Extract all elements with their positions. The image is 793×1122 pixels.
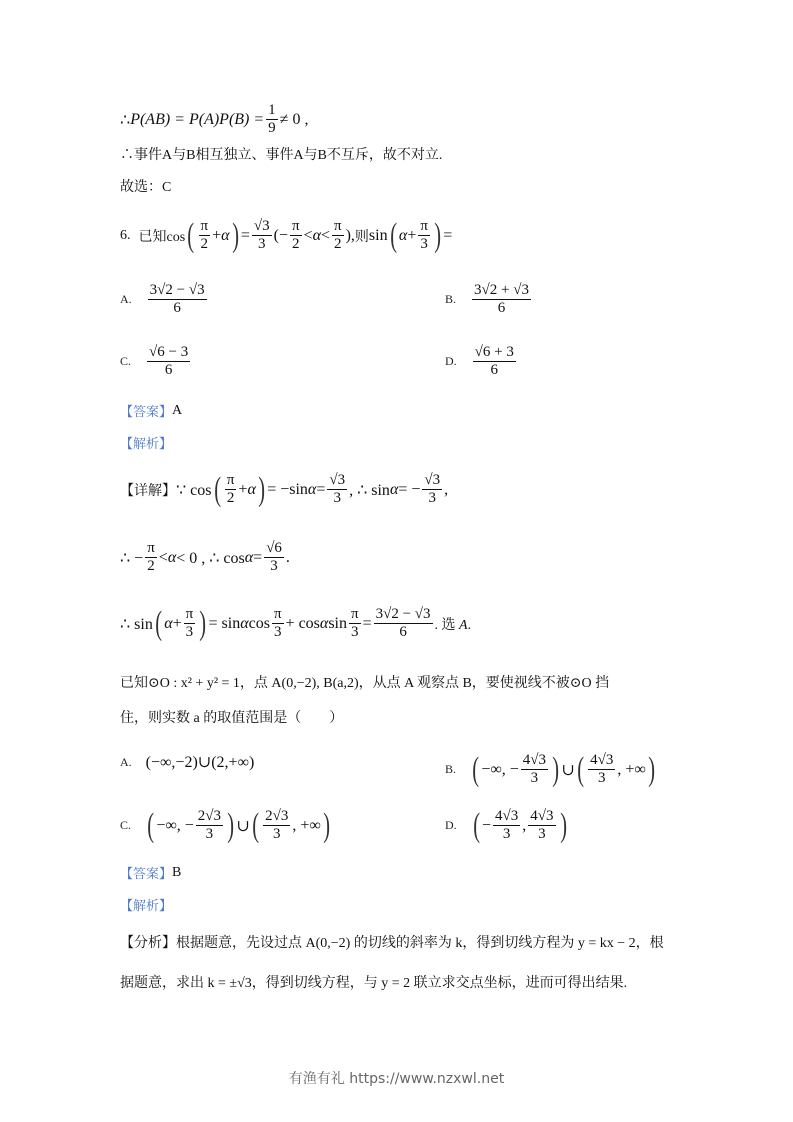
q5-conclusion: ∴事件A与B相互独立、事件A与B不互斥，故不对立. — [120, 148, 443, 163]
frac-num: √6 + 3 — [473, 344, 516, 362]
option-label: B. — [445, 762, 457, 777]
analysis-label: 【解析】 — [120, 898, 173, 913]
option-label: C. — [120, 354, 132, 369]
q6-detail-line2: ∴ − $\frac{\pi}{2}$ < α < 0 , ∴ cos α = $\frac{√6}{3}$ . — [120, 540, 290, 575]
frac-den: 6 — [173, 300, 181, 317]
q6-analysis-label — [120, 433, 172, 452]
q7-fenxi-line2: 据题意，求出 k = ±√3，得到切线方程，与 y = 2 联立求交点坐标，进而可得出结果. — [120, 976, 628, 991]
q7-stem-line1: 已知⊙O : x² + y² = 1，点 A(0,−2), B(a,2)，从点 A 观察点 B，要使视线不被⊙O 挡 — [120, 676, 610, 691]
frac-den: 6 — [497, 300, 506, 317]
q7-analysis-label — [120, 895, 172, 914]
therefore-symbol: ∴ — [120, 111, 131, 129]
frac-den: 9 — [268, 120, 276, 137]
neq-zero: ≠ 0 , — [279, 110, 309, 128]
q6-detail-line3: ∴ sin ( α + $\frac{\pi}{3}$ ) = sin α cos $\frac{\pi}{3}$ + cos α sin $\frac{\pi}{3}$ = $\frac{3√2 - √3}{6}$ . 选 A. — [120, 604, 472, 642]
detail-label: 【详解】 — [120, 483, 176, 499]
option-label: A. — [120, 292, 132, 307]
probability-expr: P(AB) = P(A)P(B) = — [130, 110, 265, 128]
q6-option-d — [445, 344, 518, 380]
option-label: D. — [445, 818, 457, 833]
option-text: (−∞,−2)∪(2,+∞) — [145, 754, 255, 771]
option-label: D. — [445, 354, 457, 369]
frac-den: 6 — [164, 362, 173, 379]
q5-probability-line — [120, 102, 308, 138]
q7-stem-line2: 住，则实数 a 的取值范围是（ ） — [120, 711, 344, 726]
analysis-label: 【解析】 — [120, 436, 173, 451]
q6-option-a — [120, 282, 209, 318]
fenxi-text: 根据题意，先设过点 A(0,−2) 的切线的斜率为 k，得到切线方程为 y = kx − 2，根 — [176, 936, 664, 951]
fraction-one-ninth — [266, 102, 278, 138]
q7-option-d: D. ( − $\frac{4√3}{3}$ , $\frac{4√3}{3}$ ) — [445, 806, 567, 844]
option-label: C. — [120, 818, 132, 833]
frac-num: 3√2 + √3 — [472, 282, 531, 300]
fenxi-label: 【分析】 — [120, 936, 176, 951]
q6-detail-line1: 【详解】 ∵ cos ( $\frac{\pi}{2}$ + α ) = −sin α = $\frac{√3}{3}$ , ∴ sin α = − $\frac{√3}{3}$ , — [120, 470, 449, 508]
option-label: A. — [120, 754, 132, 769]
frac-num: 3√2 − √3 — [148, 282, 207, 300]
q7-fenxi-line1 — [120, 932, 664, 952]
answer-label: 【答案】 — [120, 404, 173, 419]
q7-option-b: B. ( −∞, − $\frac{4√3}{3}$ ) ∪ ( $\frac{4√3}{3}$ , +∞ ) — [445, 750, 655, 788]
footer-watermark: 有渔有礼 https://www.nzxwl.net — [288, 1071, 505, 1087]
frac-den: 6 — [490, 362, 499, 379]
q7-option-a — [120, 752, 254, 772]
q6-stem: 6. 已知cos ( $\frac{\pi}{2}$ + α ) = $\frac{√3}{3}$ (− $\frac{\pi}{2}$ < α < $\frac{\pi}{2}$ ), 则 sin ( α + $\frac{\pi}{3}$ ) = — [120, 216, 453, 254]
answer-label: 【答案】 — [120, 866, 173, 881]
q6-option-c — [120, 344, 192, 380]
frac-num: 1 — [266, 102, 278, 120]
q6-answer — [120, 401, 182, 420]
q7-answer — [120, 863, 181, 882]
q7-option-c: C. ( −∞, − $\frac{2√3}{3}$ ) ∪ ( $\frac{2√3}{3}$ , +∞ ) — [120, 806, 330, 844]
option-label: B. — [445, 292, 457, 307]
question-number: 6. — [120, 227, 131, 243]
q6-option-b — [445, 282, 533, 318]
frac-num: √6 − 3 — [147, 344, 190, 362]
q5-choice: 故选：C — [120, 180, 172, 195]
answer-value: B — [172, 864, 182, 880]
answer-value: A — [172, 402, 183, 418]
